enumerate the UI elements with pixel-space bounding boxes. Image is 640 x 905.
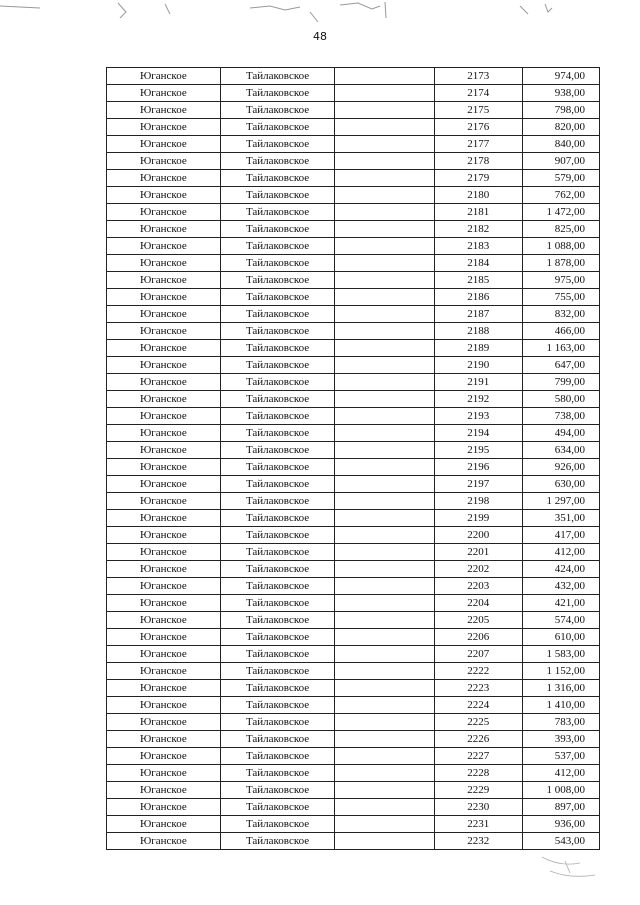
cell-number: 2199 bbox=[434, 510, 522, 527]
cell-empty bbox=[335, 238, 435, 255]
cell-number: 2196 bbox=[434, 459, 522, 476]
cell-value: 494,00 bbox=[522, 425, 600, 442]
cell-number: 2176 bbox=[434, 119, 522, 136]
cell-field: Тайлаковское bbox=[220, 289, 335, 306]
cell-field: Тайлаковское bbox=[220, 765, 335, 782]
cell-empty bbox=[335, 510, 435, 527]
cell-district: Юганское bbox=[107, 476, 221, 493]
cell-district: Юганское bbox=[107, 595, 221, 612]
cell-empty bbox=[335, 663, 435, 680]
cell-district: Юганское bbox=[107, 357, 221, 374]
table-row bbox=[107, 306, 600, 323]
cell-number: 2202 bbox=[434, 561, 522, 578]
table-body bbox=[107, 68, 600, 850]
cell-district: Юганское bbox=[107, 612, 221, 629]
cell-value: 907,00 bbox=[522, 153, 600, 170]
cell-value: 393,00 bbox=[522, 731, 600, 748]
cell-value: 1 008,00 bbox=[522, 782, 600, 799]
table-row bbox=[107, 629, 600, 646]
cell-empty bbox=[335, 680, 435, 697]
cell-field: Тайлаковское bbox=[220, 442, 335, 459]
cell-empty bbox=[335, 731, 435, 748]
cell-empty bbox=[335, 187, 435, 204]
table-row bbox=[107, 374, 600, 391]
cell-empty bbox=[335, 85, 435, 102]
cell-empty bbox=[335, 221, 435, 238]
cell-value: 580,00 bbox=[522, 391, 600, 408]
cell-empty bbox=[335, 799, 435, 816]
cell-value: 825,00 bbox=[522, 221, 600, 238]
cell-empty bbox=[335, 544, 435, 561]
table-row bbox=[107, 391, 600, 408]
cell-number: 2206 bbox=[434, 629, 522, 646]
table-row bbox=[107, 221, 600, 238]
cell-district: Юганское bbox=[107, 153, 221, 170]
scan-artifacts bbox=[0, 0, 640, 28]
cell-district: Юганское bbox=[107, 408, 221, 425]
cell-value: 1 316,00 bbox=[522, 680, 600, 697]
cell-value: 762,00 bbox=[522, 187, 600, 204]
table-row bbox=[107, 510, 600, 527]
cell-number: 2226 bbox=[434, 731, 522, 748]
table-row bbox=[107, 136, 600, 153]
table-row bbox=[107, 204, 600, 221]
cell-district: Юганское bbox=[107, 748, 221, 765]
table-row bbox=[107, 680, 600, 697]
table-row bbox=[107, 102, 600, 119]
cell-district: Юганское bbox=[107, 493, 221, 510]
cell-field: Тайлаковское bbox=[220, 578, 335, 595]
cell-number: 2197 bbox=[434, 476, 522, 493]
cell-district: Юганское bbox=[107, 442, 221, 459]
cell-district: Юганское bbox=[107, 578, 221, 595]
cell-number: 2185 bbox=[434, 272, 522, 289]
cell-district: Юганское bbox=[107, 221, 221, 238]
cell-empty bbox=[335, 765, 435, 782]
cell-field: Тайлаковское bbox=[220, 102, 335, 119]
cell-field: Тайлаковское bbox=[220, 595, 335, 612]
cell-field: Тайлаковское bbox=[220, 68, 335, 85]
table-row bbox=[107, 119, 600, 136]
table-row bbox=[107, 459, 600, 476]
cell-number: 2188 bbox=[434, 323, 522, 340]
cell-field: Тайлаковское bbox=[220, 493, 335, 510]
cell-field: Тайлаковское bbox=[220, 527, 335, 544]
cell-field: Тайлаковское bbox=[220, 731, 335, 748]
cell-district: Юганское bbox=[107, 697, 221, 714]
cell-district: Юганское bbox=[107, 680, 221, 697]
cell-field: Тайлаковское bbox=[220, 612, 335, 629]
table-row bbox=[107, 357, 600, 374]
cell-district: Юганское bbox=[107, 782, 221, 799]
cell-number: 2183 bbox=[434, 238, 522, 255]
cell-field: Тайлаковское bbox=[220, 646, 335, 663]
cell-number: 2222 bbox=[434, 663, 522, 680]
cell-empty bbox=[335, 102, 435, 119]
cell-empty bbox=[335, 357, 435, 374]
table-row bbox=[107, 255, 600, 272]
cell-field: Тайлаковское bbox=[220, 272, 335, 289]
cell-value: 1 163,00 bbox=[522, 340, 600, 357]
cell-number: 2180 bbox=[434, 187, 522, 204]
cell-empty bbox=[335, 527, 435, 544]
cell-number: 2189 bbox=[434, 340, 522, 357]
cell-field: Тайлаковское bbox=[220, 255, 335, 272]
cell-value: 537,00 bbox=[522, 748, 600, 765]
cell-value: 738,00 bbox=[522, 408, 600, 425]
cell-district: Юганское bbox=[107, 204, 221, 221]
cell-field: Тайлаковское bbox=[220, 357, 335, 374]
cell-field: Тайлаковское bbox=[220, 170, 335, 187]
cell-district: Юганское bbox=[107, 544, 221, 561]
cell-value: 634,00 bbox=[522, 442, 600, 459]
cell-field: Тайлаковское bbox=[220, 748, 335, 765]
cell-number: 2228 bbox=[434, 765, 522, 782]
cell-field: Тайлаковское bbox=[220, 187, 335, 204]
cell-value: 412,00 bbox=[522, 544, 600, 561]
cell-field: Тайлаковское bbox=[220, 204, 335, 221]
cell-empty bbox=[335, 68, 435, 85]
cell-number: 2224 bbox=[434, 697, 522, 714]
cell-district: Юганское bbox=[107, 102, 221, 119]
cell-field: Тайлаковское bbox=[220, 391, 335, 408]
cell-number: 2205 bbox=[434, 612, 522, 629]
cell-value: 974,00 bbox=[522, 68, 600, 85]
cell-field: Тайлаковское bbox=[220, 799, 335, 816]
cell-value: 1 297,00 bbox=[522, 493, 600, 510]
cell-field: Тайлаковское bbox=[220, 153, 335, 170]
cell-field: Тайлаковское bbox=[220, 425, 335, 442]
cell-empty bbox=[335, 374, 435, 391]
cell-empty bbox=[335, 697, 435, 714]
cell-field: Тайлаковское bbox=[220, 544, 335, 561]
cell-district: Юганское bbox=[107, 425, 221, 442]
cell-value: 897,00 bbox=[522, 799, 600, 816]
cell-field: Тайлаковское bbox=[220, 136, 335, 153]
cell-number: 2182 bbox=[434, 221, 522, 238]
cell-value: 936,00 bbox=[522, 816, 600, 833]
cell-district: Юганское bbox=[107, 391, 221, 408]
table-row bbox=[107, 544, 600, 561]
cell-district: Юганское bbox=[107, 374, 221, 391]
cell-number: 2194 bbox=[434, 425, 522, 442]
cell-district: Юганское bbox=[107, 323, 221, 340]
cell-district: Юганское bbox=[107, 85, 221, 102]
table-row bbox=[107, 799, 600, 816]
cell-empty bbox=[335, 561, 435, 578]
cell-empty bbox=[335, 493, 435, 510]
cell-district: Юганское bbox=[107, 459, 221, 476]
cell-empty bbox=[335, 289, 435, 306]
cell-empty bbox=[335, 816, 435, 833]
cell-value: 832,00 bbox=[522, 306, 600, 323]
cell-number: 2198 bbox=[434, 493, 522, 510]
cell-field: Тайлаковское bbox=[220, 697, 335, 714]
table-row bbox=[107, 714, 600, 731]
cell-field: Тайлаковское bbox=[220, 816, 335, 833]
cell-number: 2184 bbox=[434, 255, 522, 272]
cell-value: 351,00 bbox=[522, 510, 600, 527]
cell-number: 2204 bbox=[434, 595, 522, 612]
table-row bbox=[107, 646, 600, 663]
table-row bbox=[107, 340, 600, 357]
table-row bbox=[107, 561, 600, 578]
cell-value: 1 472,00 bbox=[522, 204, 600, 221]
cell-value: 432,00 bbox=[522, 578, 600, 595]
cell-number: 2190 bbox=[434, 357, 522, 374]
cell-field: Тайлаковское bbox=[220, 561, 335, 578]
cell-value: 926,00 bbox=[522, 459, 600, 476]
cell-value: 543,00 bbox=[522, 833, 600, 850]
table-row bbox=[107, 289, 600, 306]
cell-field: Тайлаковское bbox=[220, 340, 335, 357]
cell-district: Юганское bbox=[107, 187, 221, 204]
cell-district: Юганское bbox=[107, 340, 221, 357]
cell-value: 647,00 bbox=[522, 357, 600, 374]
table-row bbox=[107, 187, 600, 204]
cell-empty bbox=[335, 340, 435, 357]
table-row bbox=[107, 527, 600, 544]
cell-field: Тайлаковское bbox=[220, 221, 335, 238]
cell-value: 938,00 bbox=[522, 85, 600, 102]
cell-field: Тайлаковское bbox=[220, 510, 335, 527]
cell-empty bbox=[335, 748, 435, 765]
cell-number: 2231 bbox=[434, 816, 522, 833]
cell-empty bbox=[335, 306, 435, 323]
cell-district: Юганское bbox=[107, 289, 221, 306]
cell-value: 630,00 bbox=[522, 476, 600, 493]
cell-district: Юганское bbox=[107, 561, 221, 578]
cell-number: 2203 bbox=[434, 578, 522, 595]
cell-number: 2225 bbox=[434, 714, 522, 731]
cell-field: Тайлаковское bbox=[220, 119, 335, 136]
cell-empty bbox=[335, 170, 435, 187]
cell-empty bbox=[335, 391, 435, 408]
cell-empty bbox=[335, 408, 435, 425]
cell-empty bbox=[335, 136, 435, 153]
cell-value: 466,00 bbox=[522, 323, 600, 340]
table-row bbox=[107, 595, 600, 612]
cell-value: 417,00 bbox=[522, 527, 600, 544]
cell-field: Тайлаковское bbox=[220, 323, 335, 340]
table-row bbox=[107, 85, 600, 102]
cell-number: 2175 bbox=[434, 102, 522, 119]
cell-district: Юганское bbox=[107, 714, 221, 731]
table-row bbox=[107, 816, 600, 833]
cell-field: Тайлаковское bbox=[220, 714, 335, 731]
cell-number: 2232 bbox=[434, 833, 522, 850]
cell-district: Юганское bbox=[107, 170, 221, 187]
table-row bbox=[107, 663, 600, 680]
table-row bbox=[107, 68, 600, 85]
cell-empty bbox=[335, 595, 435, 612]
cell-empty bbox=[335, 119, 435, 136]
cell-number: 2174 bbox=[434, 85, 522, 102]
table-row bbox=[107, 612, 600, 629]
cell-field: Тайлаковское bbox=[220, 476, 335, 493]
cell-empty bbox=[335, 714, 435, 731]
table-row bbox=[107, 782, 600, 799]
cell-number: 2173 bbox=[434, 68, 522, 85]
table-row bbox=[107, 408, 600, 425]
table-row bbox=[107, 272, 600, 289]
cell-number: 2229 bbox=[434, 782, 522, 799]
cell-number: 2201 bbox=[434, 544, 522, 561]
table-row bbox=[107, 765, 600, 782]
cell-empty bbox=[335, 272, 435, 289]
cell-value: 424,00 bbox=[522, 561, 600, 578]
cell-number: 2177 bbox=[434, 136, 522, 153]
cell-district: Юганское bbox=[107, 629, 221, 646]
cell-empty bbox=[335, 476, 435, 493]
table-row bbox=[107, 578, 600, 595]
cell-empty bbox=[335, 255, 435, 272]
cell-district: Юганское bbox=[107, 663, 221, 680]
cell-number: 2200 bbox=[434, 527, 522, 544]
cell-field: Тайлаковское bbox=[220, 782, 335, 799]
cell-district: Юганское bbox=[107, 68, 221, 85]
cell-empty bbox=[335, 323, 435, 340]
table-row bbox=[107, 153, 600, 170]
cell-number: 2223 bbox=[434, 680, 522, 697]
cell-value: 1 088,00 bbox=[522, 238, 600, 255]
cell-empty bbox=[335, 578, 435, 595]
cell-value: 975,00 bbox=[522, 272, 600, 289]
table-row bbox=[107, 833, 600, 850]
cell-district: Юганское bbox=[107, 136, 221, 153]
cell-district: Юганское bbox=[107, 799, 221, 816]
cell-empty bbox=[335, 646, 435, 663]
cell-number: 2186 bbox=[434, 289, 522, 306]
cell-number: 2192 bbox=[434, 391, 522, 408]
cell-district: Юганское bbox=[107, 646, 221, 663]
cell-district: Юганское bbox=[107, 238, 221, 255]
cell-empty bbox=[335, 442, 435, 459]
scan-corner-mark bbox=[540, 853, 600, 883]
cell-field: Тайлаковское bbox=[220, 85, 335, 102]
cell-district: Юганское bbox=[107, 272, 221, 289]
cell-field: Тайлаковское bbox=[220, 833, 335, 850]
cell-value: 798,00 bbox=[522, 102, 600, 119]
cell-number: 2227 bbox=[434, 748, 522, 765]
cell-empty bbox=[335, 833, 435, 850]
cell-field: Тайлаковское bbox=[220, 680, 335, 697]
cell-district: Юганское bbox=[107, 816, 221, 833]
cell-district: Юганское bbox=[107, 306, 221, 323]
table-row bbox=[107, 493, 600, 510]
cell-value: 755,00 bbox=[522, 289, 600, 306]
table-row bbox=[107, 323, 600, 340]
cell-field: Тайлаковское bbox=[220, 408, 335, 425]
cell-number: 2195 bbox=[434, 442, 522, 459]
cell-empty bbox=[335, 153, 435, 170]
cell-district: Юганское bbox=[107, 119, 221, 136]
cell-field: Тайлаковское bbox=[220, 629, 335, 646]
cell-value: 840,00 bbox=[522, 136, 600, 153]
cell-value: 1 878,00 bbox=[522, 255, 600, 272]
cell-number: 2193 bbox=[434, 408, 522, 425]
table-row bbox=[107, 238, 600, 255]
table-row bbox=[107, 425, 600, 442]
cell-number: 2179 bbox=[434, 170, 522, 187]
cell-district: Юганское bbox=[107, 833, 221, 850]
cell-district: Юганское bbox=[107, 255, 221, 272]
cell-field: Тайлаковское bbox=[220, 238, 335, 255]
table-row bbox=[107, 442, 600, 459]
cell-value: 1 152,00 bbox=[522, 663, 600, 680]
cell-number: 2207 bbox=[434, 646, 522, 663]
plots-table bbox=[106, 67, 600, 850]
cell-district: Юганское bbox=[107, 731, 221, 748]
cell-value: 1 583,00 bbox=[522, 646, 600, 663]
cell-value: 610,00 bbox=[522, 629, 600, 646]
cell-empty bbox=[335, 612, 435, 629]
table-row bbox=[107, 748, 600, 765]
table-row bbox=[107, 476, 600, 493]
cell-empty bbox=[335, 782, 435, 799]
cell-empty bbox=[335, 459, 435, 476]
cell-district: Юганское bbox=[107, 527, 221, 544]
cell-value: 574,00 bbox=[522, 612, 600, 629]
cell-district: Юганское bbox=[107, 765, 221, 782]
cell-field: Тайлаковское bbox=[220, 374, 335, 391]
cell-district: Юганское bbox=[107, 510, 221, 527]
cell-value: 412,00 bbox=[522, 765, 600, 782]
table-row bbox=[107, 697, 600, 714]
cell-value: 1 410,00 bbox=[522, 697, 600, 714]
table-row bbox=[107, 170, 600, 187]
page-number: 48 bbox=[313, 30, 327, 43]
cell-number: 2191 bbox=[434, 374, 522, 391]
cell-number: 2178 bbox=[434, 153, 522, 170]
cell-number: 2187 bbox=[434, 306, 522, 323]
cell-field: Тайлаковское bbox=[220, 306, 335, 323]
cell-value: 783,00 bbox=[522, 714, 600, 731]
cell-number: 2230 bbox=[434, 799, 522, 816]
cell-value: 421,00 bbox=[522, 595, 600, 612]
cell-empty bbox=[335, 425, 435, 442]
table-row bbox=[107, 731, 600, 748]
cell-field: Тайлаковское bbox=[220, 663, 335, 680]
cell-value: 820,00 bbox=[522, 119, 600, 136]
cell-empty bbox=[335, 629, 435, 646]
cell-number: 2181 bbox=[434, 204, 522, 221]
cell-value: 799,00 bbox=[522, 374, 600, 391]
cell-field: Тайлаковское bbox=[220, 459, 335, 476]
cell-empty bbox=[335, 204, 435, 221]
cell-value: 579,00 bbox=[522, 170, 600, 187]
